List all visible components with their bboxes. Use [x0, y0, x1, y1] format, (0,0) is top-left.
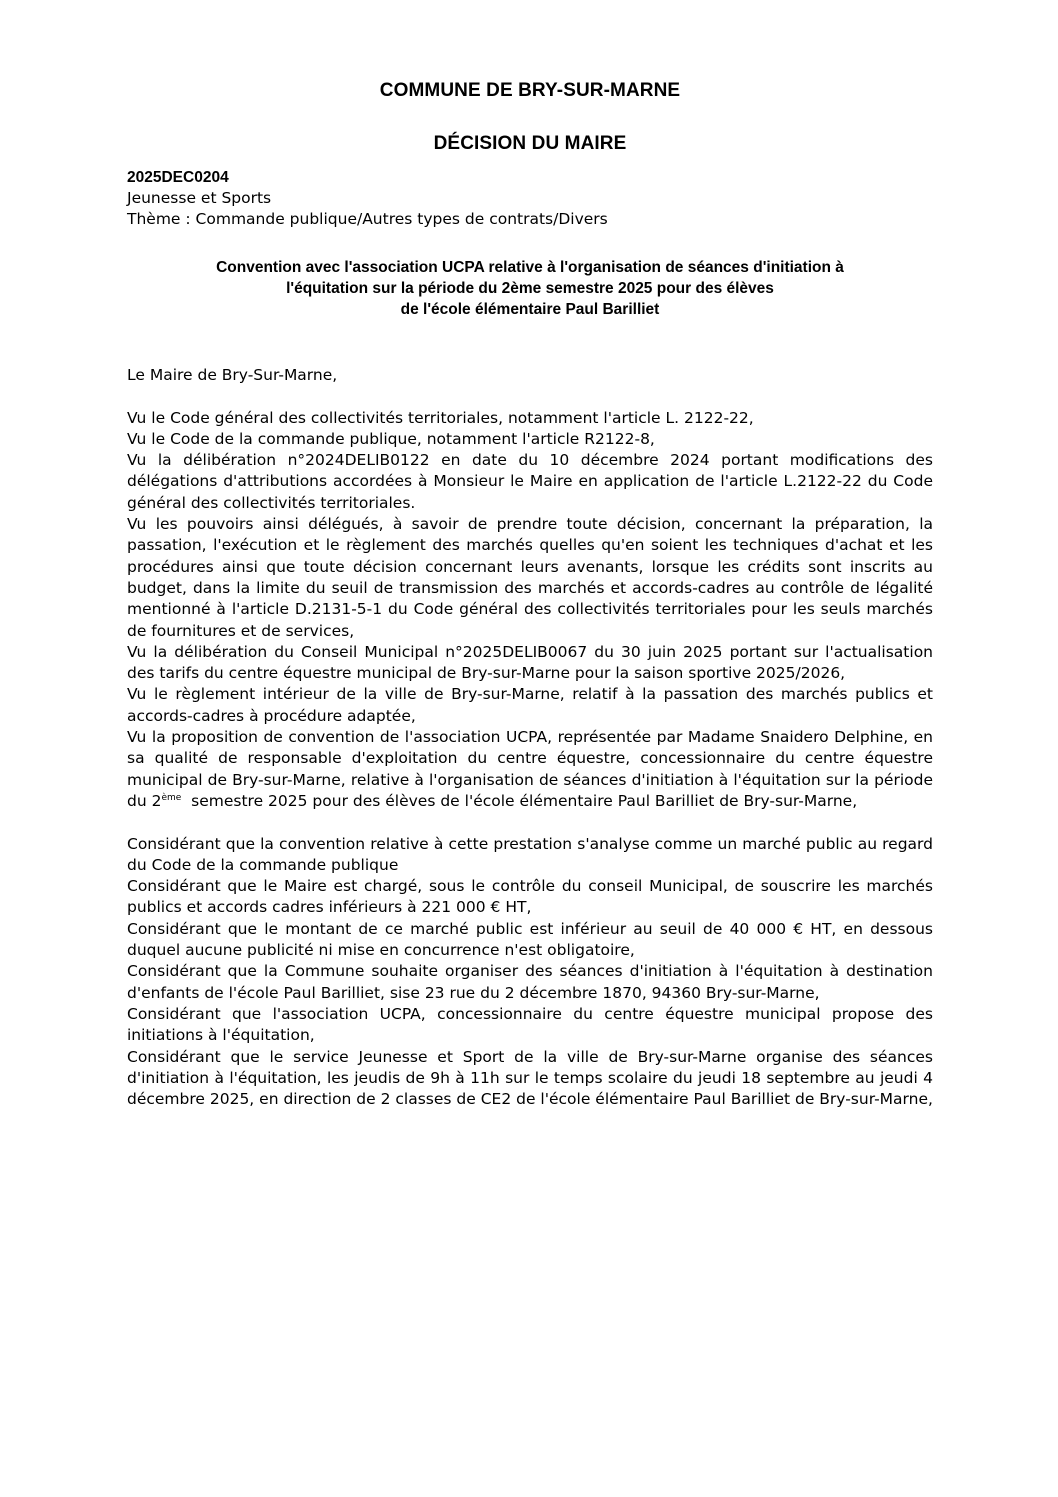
vu-paragraph: Vu la délibération du Conseil Municipal n°2025DELIB0067 du 30 juin 2025 portant sur l'actualisation des tarifs du centre équestre municipal de Bry-sur-Marne pour la saison sportive 2025/2026, [127, 642, 933, 683]
decision-reference: 2025DEC0204 [127, 169, 229, 186]
vu-paragraph: Vu le règlement intérieur de la ville de Bry-sur-Marne, relatif à la passation des marchés publics et accords-cadres à procédure adaptée, [127, 685, 933, 725]
decision-service: Jeunesse et Sports [127, 189, 272, 207]
vu-paragraph: Vu le Code général des collectivités territoriales, notamment l'article L. 2122-22, [127, 408, 754, 427]
considerant-paragraph: Considérant que le montant de ce marché public est inférieur au seuil de 40 000 € HT, en dessous duquel aucune publicité ni mise en concurrence n'est obligatoire, [127, 919, 933, 960]
intro-paragraph: Le Maire de Bry-Sur-Marne, [127, 366, 338, 384]
commune-title: COMMUNE DE BRY-SUR-MARNE [379, 80, 681, 101]
decision-meta [127, 167, 608, 230]
decision-title: DÉCISION DU MAIRE [433, 133, 627, 154]
subject-line-3: de l'école élémentaire Paul Barilliet [400, 301, 660, 318]
vu-last-text-before: Vu la proposition de convention de l'association UCPA, représentée par Madame Snaidero Delphine, en sa qualité de responsable d'exploitation du centre équestre, concessionnaire du centre équestre municipal de Bry-sur-Marne, relative à l'organisation de séances d'initiation à l'équitation sur la période du 2 [127, 728, 933, 810]
ordinal-superscript: ème [161, 792, 182, 803]
decision-body [127, 365, 933, 1110]
vu-paragraph [127, 727, 933, 812]
considerant-paragraph: Considérant que l'association UCPA, concessionnaire du centre équestre municipal propose des initiations à l'équitation, [127, 1004, 933, 1045]
considerant-paragraph: Considérant que le service Jeunesse et Sport de la ville de Bry-sur-Marne organise des séances d'initiation à l'équitation, les jeudis de 9h à 11h sur le temps scolaire du jeudi 18 septembre au jeudi 4 décembre 2025, en direction de 2 classes de CE2 de l'école élémentaire Paul Barilliet de Bry-sur-Marne, [127, 1047, 933, 1109]
vu-paragraph: Vu les pouvoirs ainsi délégués, à savoir de prendre toute décision, concernant la préparation, la passation, l'exécution et le règlement des marchés quelles qu'en soient les techniques d'achat et les procédures ainsi que toute décision concernant leurs avenants, lorsque les crédits sont inscrits au budget, dans la limite du seuil de transmission des marchés et accords-cadres au contrôle de légalité mentionné à l'article D.2131-5-1 du Code général des collectivités territoriales pour les seuls marchés de fournitures et de services, [127, 515, 933, 640]
vu-paragraph: Vu la délibération n°2024DELIB0122 en date du 10 décembre 2024 portant modifications des délégations d'attributions accordées à Monsieur le Maire en application de l'article L.2122-22 du Code général des collectivités territoriales. [127, 451, 933, 512]
decision-subject [127, 257, 933, 320]
considerant-paragraph: Considérant que le Maire est chargé, sous le contrôle du conseil Municipal, de souscrire les marchés publics et accords cadres inférieurs à 221 000 € HT, [127, 877, 933, 917]
considerant-paragraph: Considérant que la convention relative à cette prestation s'analyse comme un marché public au regard du Code de la commande publique [127, 834, 933, 874]
vu-last-text-after: semestre 2025 pour des élèves de l'école élémentaire Paul Barilliet de Bry-sur-Marne, [181, 791, 858, 810]
subject-line-1: Convention avec l'association UCPA relative à l'organisation de séances d'initiation à [216, 259, 844, 276]
vu-paragraph: Vu le Code de la commande publique, notamment l'article R2122-8, [127, 429, 655, 448]
decision-theme: Thème : Commande publique/Autres types de contrats/Divers [127, 210, 608, 228]
considerant-paragraph: Considérant que la Commune souhaite organiser des séances d'initiation à l'équitation à destination d'enfants de l'école Paul Barilliet, sise 23 rue du 2 décembre 1870, 94360 Bry-sur-Marne, [127, 962, 933, 1002]
subject-line-2: l'équitation sur la période du 2ème semestre 2025 pour des élèves [286, 280, 774, 297]
